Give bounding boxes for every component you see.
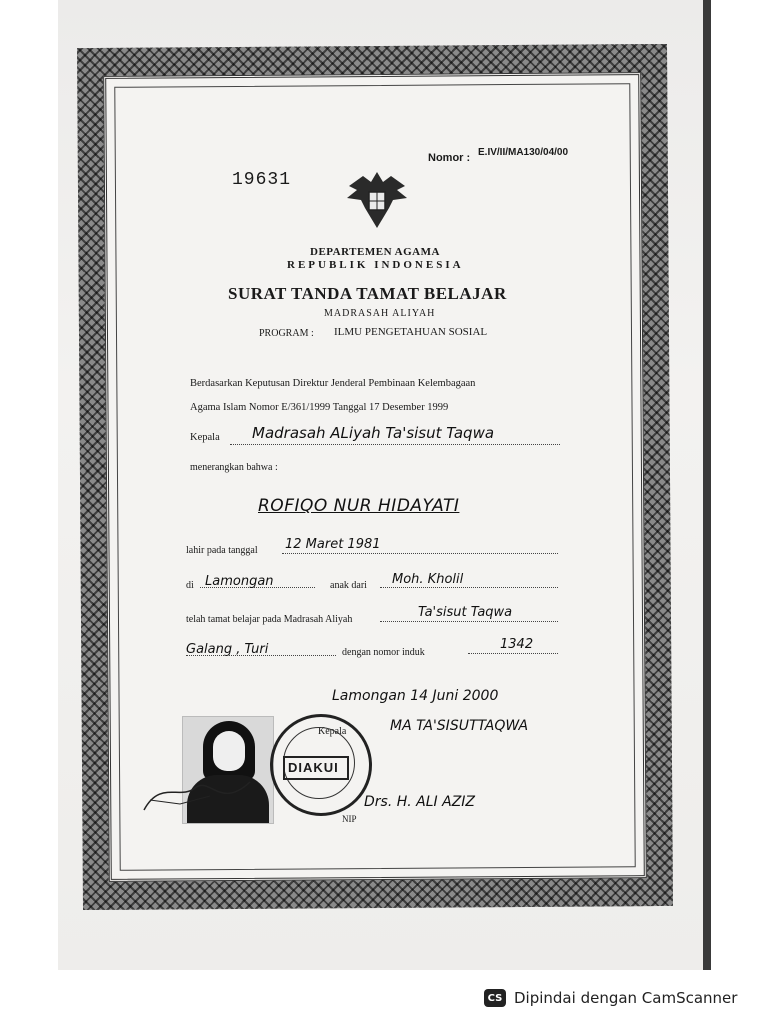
- school-type: MADRASAH ALIYAH: [324, 308, 436, 319]
- birth-place-value: Lamongan: [205, 574, 274, 589]
- student-number-value: 1342: [500, 637, 534, 652]
- serial-number: 19631: [232, 170, 292, 190]
- certificate-title: SURAT TANDA TAMAT BELAJAR: [228, 284, 507, 303]
- student-name: ROFIQO NUR HIDAYATI: [258, 496, 460, 516]
- camscanner-logo-icon: CS: [484, 989, 506, 1007]
- parent-value: Moh. Kholil: [392, 572, 464, 587]
- graduated-label: telah tamat belajar pada Madrasah Aliyah: [186, 614, 353, 625]
- decree-line-1: Berdasarkan Keputusan Direktur Jenderal Pembinaan Kelembagaan: [190, 378, 476, 389]
- birth-date-value: 12 Maret 1981: [285, 537, 381, 552]
- kepala-dotted-line: [230, 444, 560, 445]
- garuda-emblem-icon: [343, 168, 411, 232]
- program-value: ILMU PENGETAHUAN SOSIAL: [334, 326, 488, 338]
- birth-place-label: di: [186, 580, 194, 591]
- republic-heading: REPUBLIK INDONESIA: [287, 259, 464, 271]
- place-date: Lamongan 14 Juni 2000: [332, 688, 499, 704]
- parent-line: [380, 587, 558, 588]
- signatory-title-value: MA TA'SISUTTAQWA: [390, 718, 529, 734]
- school-location-line: [186, 655, 336, 656]
- student-number-label: dengan nomor induk: [342, 647, 425, 658]
- menerangkan-label: menerangkan bahwa :: [190, 462, 278, 473]
- birth-date-label: lahir pada tanggal: [186, 545, 258, 556]
- nomor-label: Nomor :: [428, 152, 471, 164]
- nomor-value: E.IV/II/MA130/04/00: [478, 147, 569, 158]
- parent-label: anak dari: [330, 580, 367, 591]
- nip-label: NIP: [342, 814, 357, 824]
- kepala-value: Madrasah ALiyah Ta'sisut Taqwa: [252, 424, 495, 442]
- camscanner-watermark: [470, 982, 754, 1014]
- school-location-value: Galang , Turi: [186, 642, 269, 657]
- camscanner-text: Dipindai dengan CamScanner: [514, 989, 738, 1007]
- student-number-line: [468, 653, 558, 654]
- graduated-line: [380, 621, 558, 622]
- signer-name: Drs. H. ALI AZIZ: [364, 794, 476, 810]
- program-label: PROGRAM :: [259, 328, 314, 339]
- signatory-title-label: Kepala: [318, 726, 347, 737]
- signature-scribble-icon: [140, 770, 260, 820]
- department-heading: DEPARTEMEN AGAMA: [310, 246, 440, 258]
- birth-date-line: [282, 553, 558, 554]
- graduated-value: Ta'sisut Taqwa: [418, 605, 513, 620]
- decree-line-2: Agama Islam Nomor E/361/1999 Tanggal 17 Desember 1999: [190, 402, 449, 413]
- kepala-label: Kepala: [190, 432, 220, 443]
- stamp-text: DIAKUI: [288, 760, 339, 775]
